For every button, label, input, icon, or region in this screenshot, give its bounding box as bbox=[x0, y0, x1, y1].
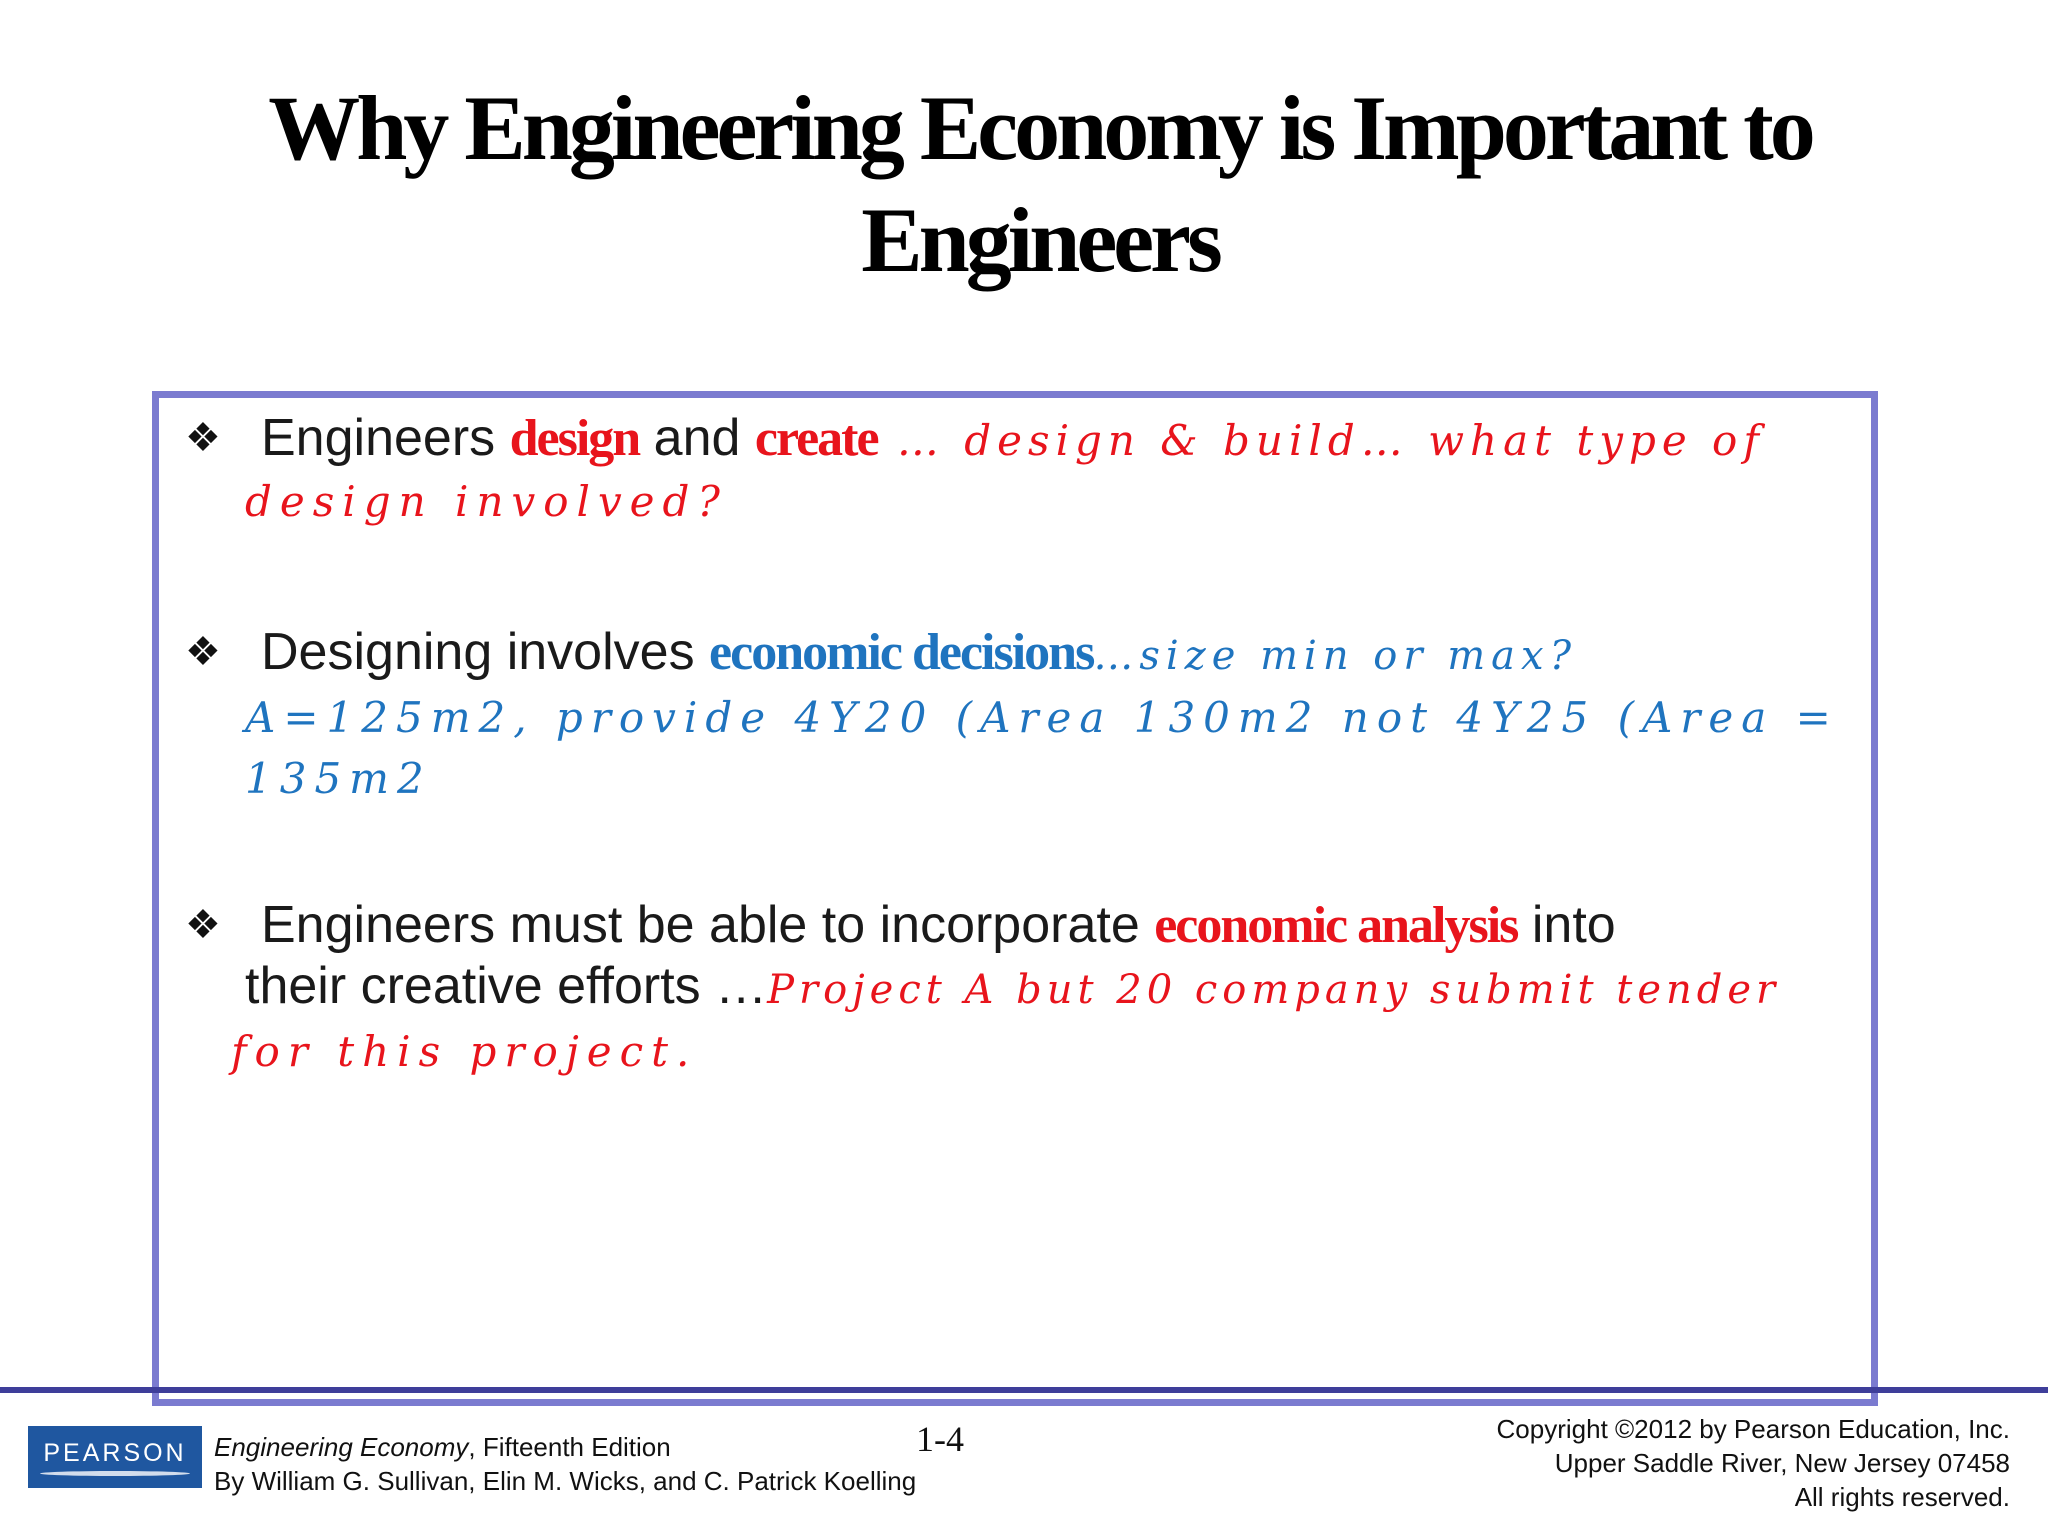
handwritten-note-1a: … design & build… what type of bbox=[877, 416, 1765, 465]
bullet-1-and: and bbox=[639, 409, 755, 467]
bullet-3-line-2 bbox=[245, 956, 1780, 1021]
bullet-2 bbox=[185, 622, 1839, 809]
bullet-3 bbox=[185, 895, 1781, 1082]
keyword-economic-analysis: economic analysis bbox=[1154, 897, 1518, 954]
copyright-notice bbox=[1497, 1412, 2010, 1514]
bullet-2-line bbox=[261, 622, 1839, 687]
diamond-bullet-icon: ❖ bbox=[185, 903, 221, 947]
book-edition: , Fifteenth Edition bbox=[468, 1432, 671, 1462]
diamond-bullet-icon: ❖ bbox=[185, 630, 221, 674]
bullet-3-text-2: their creative efforts … bbox=[245, 957, 768, 1015]
keyword-create: create bbox=[754, 410, 878, 467]
bullet-1 bbox=[185, 408, 1765, 532]
copyright-line-2: Upper Saddle River, New Jersey 07458 bbox=[1554, 1448, 2010, 1478]
handwritten-note-2c: 135m2 bbox=[245, 754, 432, 803]
book-citation bbox=[214, 1430, 916, 1498]
title-line-2: Engineers bbox=[861, 189, 1219, 291]
copyright-line-3: All rights reserved. bbox=[1794, 1482, 2010, 1512]
footer-divider bbox=[0, 1387, 2048, 1393]
keyword-design: design bbox=[509, 410, 640, 467]
logo-swoosh-icon bbox=[40, 1471, 190, 1476]
content-frame bbox=[152, 391, 1878, 1406]
handwritten-note-2b: A=125m2, provide 4Y20 (Area 130m2 not 4Y25 (Area = bbox=[245, 693, 1839, 742]
diamond-bullet-icon: ❖ bbox=[185, 416, 221, 460]
handwritten-note-3a: Project A but 20 company submit tender bbox=[767, 967, 1781, 1013]
bullet-1-line bbox=[261, 408, 1765, 471]
bullet-1-text: Engineers bbox=[261, 409, 510, 467]
bullet-2-text: Designing involves bbox=[261, 623, 710, 681]
bullet-3-text: Engineers must be able to incorporate bbox=[261, 896, 1155, 954]
handwritten-note-1b: design involved? bbox=[245, 477, 728, 526]
title-line-1: Why Engineering Economy is Important to bbox=[268, 77, 1812, 179]
copyright-line-1: Copyright ©2012 by Pearson Education, Inc. bbox=[1496, 1414, 2010, 1444]
slide-title bbox=[100, 72, 1980, 296]
book-authors: By William G. Sullivan, Elin M. Wicks, and C. Patrick Koelling bbox=[214, 1466, 917, 1496]
keyword-economic-decisions: economic decisions bbox=[709, 624, 1094, 681]
bullet-3-into: into bbox=[1517, 896, 1616, 954]
book-title-line bbox=[214, 1430, 916, 1464]
bullet-3-line-1 bbox=[261, 895, 1780, 956]
page-number: 1-4 bbox=[916, 1419, 964, 1459]
handwritten-note-2a: …size min or max? bbox=[1093, 633, 1578, 679]
pearson-logo bbox=[28, 1426, 202, 1488]
handwritten-note-3b: for this project. bbox=[231, 1027, 698, 1076]
book-title: Engineering Economy bbox=[214, 1432, 469, 1462]
pearson-logo-text: PEARSON bbox=[43, 1438, 187, 1467]
